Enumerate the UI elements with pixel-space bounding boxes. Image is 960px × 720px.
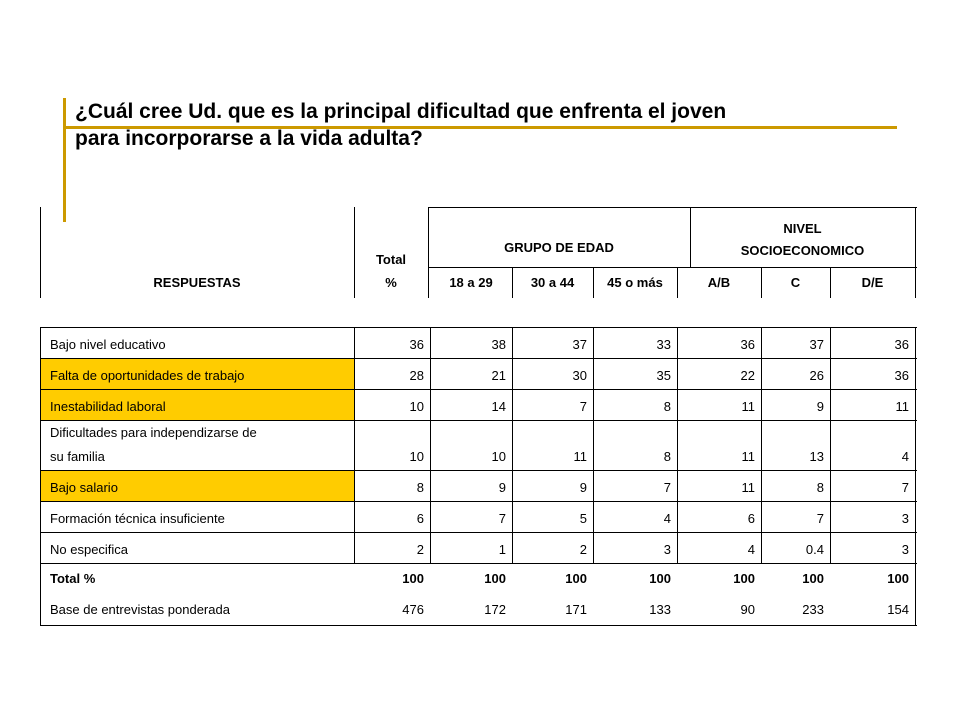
row-value: 9 bbox=[579, 480, 587, 495]
row-value: 1 bbox=[498, 542, 506, 557]
row-value: 36 bbox=[894, 337, 909, 352]
title-line-1: ¿Cuál cree Ud. que es la principal dificultad que enfrenta el joven bbox=[75, 100, 727, 123]
total-row-value: 100 bbox=[649, 571, 671, 586]
row-value: 10 bbox=[409, 449, 424, 464]
row-value: 9 bbox=[816, 399, 824, 414]
row-value: 8 bbox=[663, 399, 671, 414]
row-value: 3 bbox=[901, 511, 909, 526]
row-value: 11 bbox=[573, 449, 587, 464]
total-row-value: 100 bbox=[733, 571, 755, 586]
row-value: 33 bbox=[656, 337, 671, 352]
title-line-2: para incorporarse a la vida adulta? bbox=[75, 127, 423, 150]
table-horizontal-rule bbox=[40, 501, 917, 502]
table-horizontal-rule bbox=[40, 420, 917, 421]
row-value: 7 bbox=[663, 480, 671, 495]
row-value: 14 bbox=[491, 399, 506, 414]
row-value: 37 bbox=[809, 337, 824, 352]
row-label-line-1: Dificultades para independizarse de bbox=[50, 425, 257, 440]
row-value: 36 bbox=[894, 368, 909, 383]
row-value: 9 bbox=[498, 480, 506, 495]
row-label: Inestabilidad laboral bbox=[50, 399, 166, 414]
row-value: 3 bbox=[901, 542, 909, 557]
row-value: 4 bbox=[901, 449, 909, 464]
row-value: 11 bbox=[741, 399, 755, 414]
row-label: Bajo salario bbox=[50, 480, 118, 495]
row-label: Falta de oportunidades de trabajo bbox=[50, 368, 245, 383]
table-vertical-rule bbox=[593, 327, 594, 563]
row-value: 13 bbox=[809, 449, 824, 464]
row-value: 36 bbox=[740, 337, 755, 352]
row-value: 22 bbox=[740, 368, 755, 383]
base-row-label: Base de entrevistas ponderada bbox=[50, 602, 230, 617]
table-horizontal-rule bbox=[40, 327, 917, 328]
row-value: 7 bbox=[498, 511, 506, 526]
table-horizontal-rule bbox=[428, 267, 917, 268]
total-row-value: 100 bbox=[565, 571, 587, 586]
row-value: 11 bbox=[741, 449, 755, 464]
row-value: 3 bbox=[663, 542, 671, 557]
base-row-value: 90 bbox=[740, 602, 755, 617]
row-value: 7 bbox=[901, 480, 909, 495]
header-subcolumn: 45 o más bbox=[607, 275, 663, 290]
table-vertical-rule bbox=[430, 327, 431, 563]
table-vertical-rule bbox=[40, 327, 41, 625]
base-row-value: 233 bbox=[802, 602, 824, 617]
row-value: 2 bbox=[416, 542, 424, 557]
table-vertical-rule bbox=[915, 327, 916, 625]
header-grupo-edad: GRUPO DE EDAD bbox=[504, 240, 614, 255]
table-vertical-rule bbox=[761, 327, 762, 563]
table-horizontal-rule bbox=[428, 207, 917, 208]
table-horizontal-rule bbox=[40, 625, 917, 626]
row-value: 26 bbox=[809, 368, 824, 383]
page-title bbox=[75, 98, 875, 152]
table-vertical-rule bbox=[512, 327, 513, 563]
row-value: 6 bbox=[416, 511, 424, 526]
row-value: 7 bbox=[579, 399, 587, 414]
header-subcolumn: C bbox=[790, 275, 801, 290]
table-horizontal-rule bbox=[40, 563, 917, 564]
base-row-value: 171 bbox=[565, 602, 587, 617]
row-value: 38 bbox=[491, 337, 506, 352]
row-value: 28 bbox=[409, 368, 424, 383]
row-value: 7 bbox=[816, 511, 824, 526]
table-horizontal-rule bbox=[40, 389, 917, 390]
row-value: 36 bbox=[409, 337, 424, 352]
accent-vertical-line bbox=[63, 98, 66, 222]
header-total-label: Total bbox=[375, 252, 407, 267]
row-value: 5 bbox=[579, 511, 587, 526]
table-horizontal-rule bbox=[40, 358, 917, 359]
row-value: 21 bbox=[491, 368, 506, 383]
row-value: 10 bbox=[409, 399, 424, 414]
base-row-value: 172 bbox=[484, 602, 506, 617]
row-value: 0.4 bbox=[805, 542, 824, 557]
total-row-value: 100 bbox=[887, 571, 909, 586]
row-value: 37 bbox=[572, 337, 587, 352]
table-horizontal-rule bbox=[40, 470, 917, 471]
total-row-value: 100 bbox=[484, 571, 506, 586]
row-value: 8 bbox=[416, 480, 424, 495]
total-row-value: 100 bbox=[402, 571, 424, 586]
row-label: Bajo nivel educativo bbox=[50, 337, 166, 352]
row-value: 4 bbox=[747, 542, 755, 557]
total-row-label: Total % bbox=[50, 571, 96, 586]
row-value: 4 bbox=[663, 511, 671, 526]
table-horizontal-rule bbox=[40, 532, 917, 533]
row-value: 10 bbox=[491, 449, 506, 464]
header-nivel-socioeconomico: SOCIOECONOMICO bbox=[740, 243, 865, 258]
row-value: 8 bbox=[663, 449, 671, 464]
header-subcolumn: 30 a 44 bbox=[530, 275, 575, 290]
row-value: 35 bbox=[656, 368, 671, 383]
base-row-value: 133 bbox=[649, 602, 671, 617]
table-vertical-rule bbox=[830, 327, 831, 563]
row-value: 11 bbox=[741, 480, 755, 495]
table-vertical-rule bbox=[354, 327, 355, 563]
table-vertical-rule bbox=[677, 327, 678, 563]
header-total-percent: % bbox=[385, 275, 397, 290]
base-row-value: 154 bbox=[887, 602, 909, 617]
row-value: 11 bbox=[895, 399, 909, 414]
header-subcolumn: D/E bbox=[861, 275, 884, 290]
header-subcolumn: A/B bbox=[707, 275, 731, 290]
header-nivel-label: NIVEL bbox=[783, 221, 822, 236]
header-subcolumn: 18 a 29 bbox=[449, 275, 493, 290]
row-value: 8 bbox=[816, 480, 824, 495]
header-respuestas: RESPUESTAS bbox=[153, 275, 241, 290]
row-value: 30 bbox=[572, 368, 587, 383]
row-label-line-2: su familia bbox=[50, 449, 105, 464]
base-row-value: 476 bbox=[402, 602, 424, 617]
row-value: 6 bbox=[747, 511, 755, 526]
row-label: No especifica bbox=[50, 542, 129, 557]
row-label: Formación técnica insuficiente bbox=[50, 511, 225, 526]
row-value: 2 bbox=[579, 542, 587, 557]
table-vertical-rule bbox=[915, 207, 916, 298]
total-row-value: 100 bbox=[802, 571, 824, 586]
